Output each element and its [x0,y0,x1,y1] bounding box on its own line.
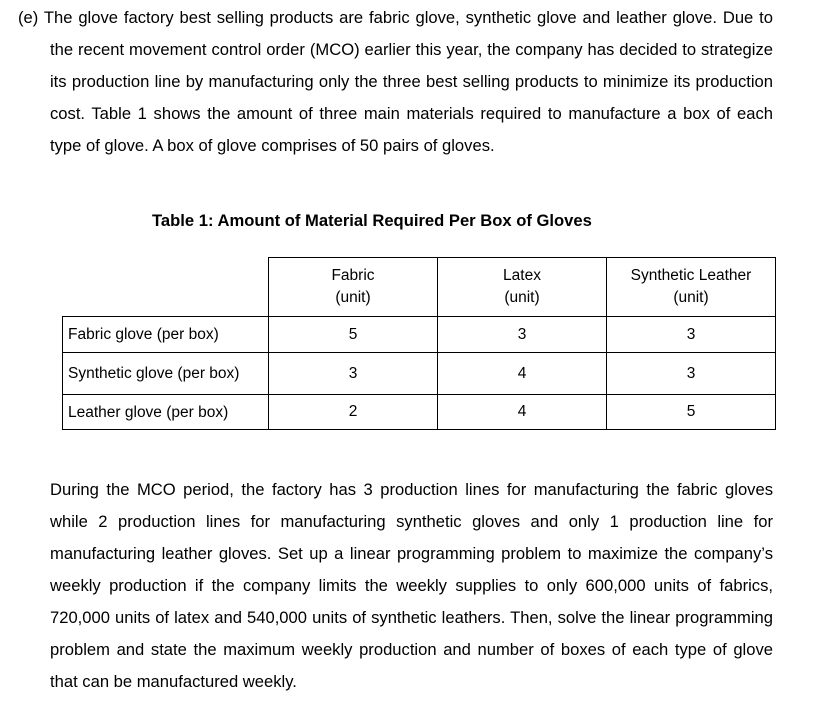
table-cell: 2 [269,395,438,430]
table-row [63,317,776,353]
table-cell: 5 [269,317,438,353]
row-label-fabric-glove: Fabric glove (per box) [63,317,269,353]
table-title: Table 1: Amount of Material Required Per Box of Gloves [152,211,592,230]
column-name: Fabric [331,267,375,284]
table-cell: 3 [607,317,776,353]
table-cell: 3 [607,353,776,395]
table-cell: 3 [438,317,607,353]
table-cell: 5 [607,395,776,430]
row-label-synthetic-glove: Synthetic glove (per box) [63,353,269,395]
table-cell: 4 [438,395,607,430]
row-label-leather-glove: Leather glove (per box) [63,395,269,430]
column-unit: (unit) [335,289,371,306]
column-header-latex [438,258,607,317]
column-name: Latex [503,267,541,284]
column-unit: (unit) [673,289,709,306]
column-name: Synthetic Leather [630,267,752,284]
table-cell: 4 [438,353,607,395]
table-row [63,395,776,430]
column-header-synthetic-leather [607,258,776,317]
materials-table [62,257,776,430]
question-paragraph-task: During the MCO period, the factory has 3 production lines for manufacturing the fabric gloves while 2 production lines for manufacturing synthetic gloves and only 1 production line for manufacturing leather gloves. Set up a linear programming problem to maximize the company’s weekly production if the company limits the weekly supplies to only 600,000 units of fabrics, 720,000 units of latex and 540,000 units of synthetic leathers. Then, solve the linear programming problem and state the maximum weekly production and number of boxes of each type of glove that can be manufactured weekly. [50,480,773,691]
column-unit: (unit) [504,289,540,306]
table-header-row [63,258,776,317]
table-corner-cell [63,258,269,317]
table-row [63,353,776,395]
column-header-fabric [269,258,438,317]
table-cell: 3 [269,353,438,395]
question-paragraph-intro: (e) The glove factory best selling products are fabric glove, synthetic glove and leather glove. Due to the recent movement control order (MCO) earlier this year, the company has decided to strategize its production line by manufacturing only the three best selling products to minimize its production cost. Table 1 shows the amount of three main materials required to manufacture a box of each type of glove. A box of glove comprises of 50 pairs of gloves. [18,8,773,155]
